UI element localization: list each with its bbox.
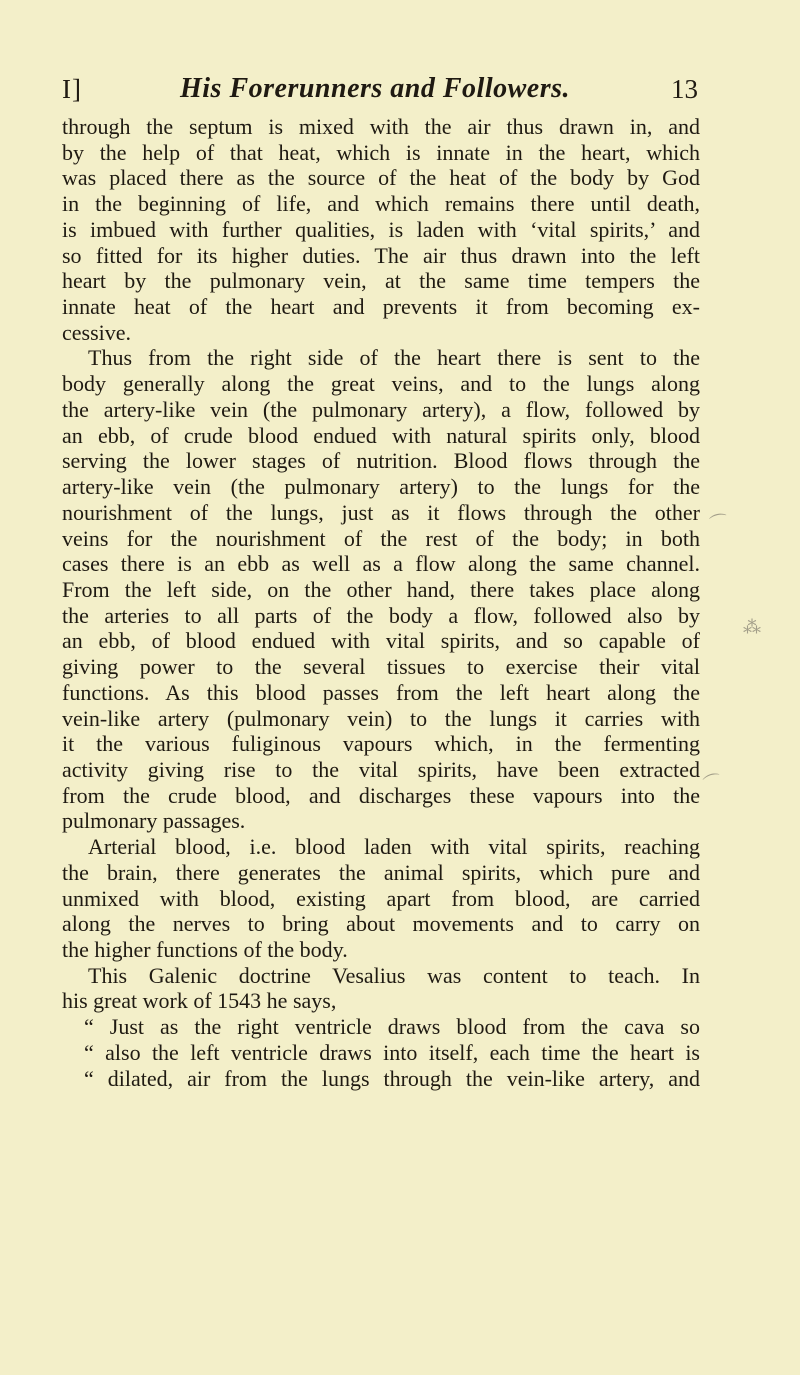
text-line: veins for the nourishment of the rest of the body; in both <box>62 525 700 551</box>
margin-stroke-icon: ⌒ <box>701 770 725 796</box>
text-line: by the help of that heat, which is innate in the heart, which <box>62 139 700 165</box>
text-line: From the left side, on the other hand, there takes place along <box>62 576 700 602</box>
text-line: an ebb, of blood endued with vital spirits, and so capable of <box>62 628 700 654</box>
margin-cross-icon: ⁂ <box>743 617 761 637</box>
text-line: the arteries to all parts of the body a flow, followed also by <box>62 602 700 628</box>
text-line: from the crude blood, and discharges these vapours into the <box>62 782 700 808</box>
quotation-line: “ also the left ventricle draws into itself, each time the heart is <box>84 1039 700 1065</box>
margin-stroke-icon: ⌒ <box>708 511 730 535</box>
text-line: unmixed with blood, existing apart from blood, are carried <box>62 885 700 911</box>
paragraph-start-line: Thus from the right side of the heart there is sent to the <box>88 345 700 371</box>
paragraph-end-line: the higher functions of the body. <box>62 937 348 962</box>
paragraph-end-line: his great work of 1543 he says, <box>62 988 337 1014</box>
page-header <box>62 72 698 112</box>
paragraph-start-line: Arterial blood, i.e. blood laden with vital spirits, reaching <box>88 834 700 860</box>
text-line: is imbued with further qualities, is laden with ‘vital spirits,’ and <box>62 216 700 242</box>
page-number: 13 <box>671 74 698 104</box>
text-line: body generally along the great veins, and to the lungs along <box>62 371 700 397</box>
text-line: the artery-like vein (the pulmonary artery), a flow, followed by <box>62 396 700 422</box>
text-line: nourishment of the lungs, just as it flows through the other <box>62 499 700 525</box>
text-line: giving power to the several tissues to exercise their vital <box>62 654 700 680</box>
chapter-number: I] <box>62 74 82 104</box>
quotation-line: “ dilated, air from the lungs through the vein-like artery, and <box>84 1065 700 1091</box>
paragraph-start-line: This Galenic doctrine Vesalius was content to teach. In <box>88 962 700 988</box>
text-line: so fitted for its higher duties. The air thus drawn into the left <box>62 242 700 268</box>
text-line: was placed there as the source of the heat of the body by God <box>62 165 700 191</box>
paragraph-end-line: cessive. <box>62 319 132 345</box>
text-line: artery-like vein (the pulmonary artery) to the lungs for the <box>62 474 700 500</box>
text-line: cases there is an ebb as well as a flow along the same channel. <box>62 551 700 577</box>
body-text <box>62 114 700 1091</box>
text-line: in the beginning of life, and which remains there until death, <box>62 191 700 217</box>
paragraph-end-line: pulmonary passages. <box>62 808 246 834</box>
text-line: the brain, there generates the animal spirits, which pure and <box>62 859 700 885</box>
quotation-line: “ Just as the right ventricle draws blood from the cava so <box>84 1014 700 1040</box>
text-line: along the nerves to bring about movements and to carry on <box>62 911 700 937</box>
text-line: serving the lower stages of nutrition. Blood flows through the <box>62 448 700 474</box>
text-line: vein-like artery (pulmonary vein) to the lungs it carries with <box>62 705 700 731</box>
text-line: heart by the pulmonary vein, at the same time tempers the <box>62 268 700 294</box>
text-line: functions. As this blood passes from the left heart along the <box>62 679 700 705</box>
running-title: His Forerunners and Followers. <box>180 73 570 104</box>
text-line: it the various fuliginous vapours which, in the fermenting <box>62 731 700 757</box>
text-line: activity giving rise to the vital spirits, have been extracted <box>62 756 700 782</box>
text-line: innate heat of the heart and prevents it from becoming ex- <box>62 294 700 320</box>
text-line: an ebb, of crude blood endued with natural spirits only, blood <box>62 422 700 448</box>
text-line: through the septum is mixed with the air thus drawn in, and <box>62 114 700 139</box>
